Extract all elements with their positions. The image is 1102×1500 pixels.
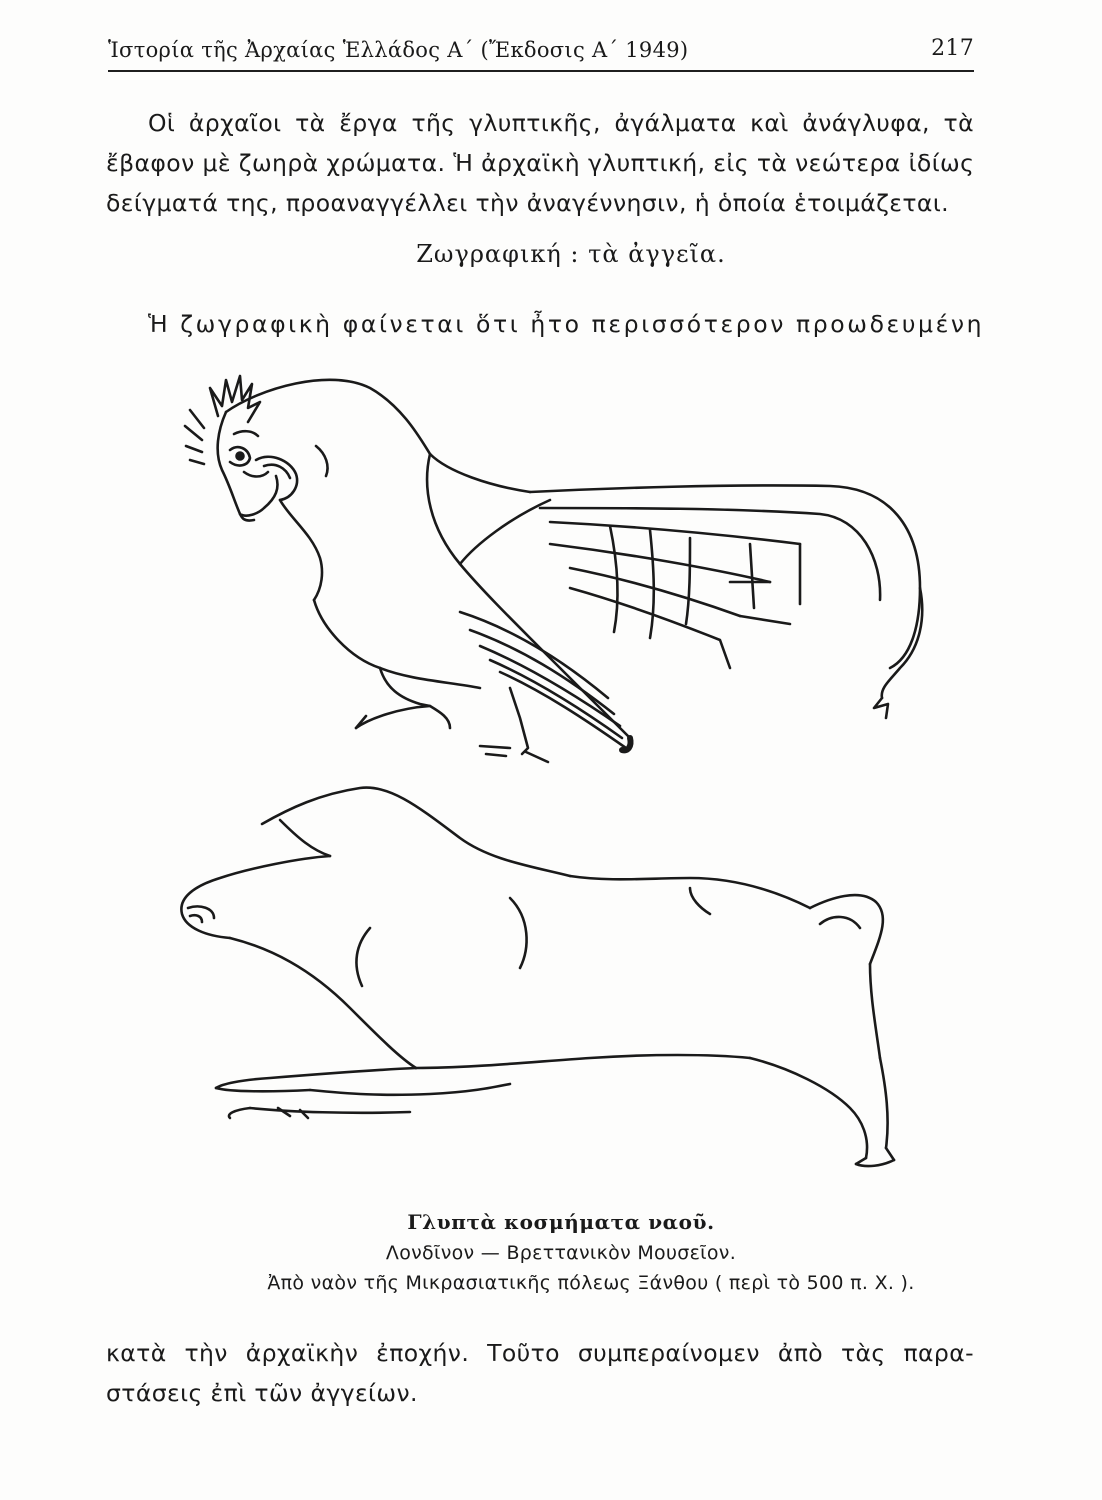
- page-number: 217: [931, 36, 974, 61]
- rooster-drawing: [185, 376, 922, 762]
- paragraph-line: στάσεις ἐπὶ τῶν ἀγγείων.: [106, 1379, 418, 1407]
- paragraph-line: Οἱ ἀρχαῖοι τὰ ἔργα τῆς γλυπτικῆς, ἀγάλματα καὶ ἀνάγλυφα, τὰ: [148, 109, 974, 137]
- paragraph-line: κατὰ τὴν ἀρχαϊκὴν ἐποχήν. Τοῦτο συμπεραίνομεν ἀπὸ τὰς παρα-: [106, 1339, 974, 1367]
- running-title: Ἱστορία τῆς Ἀρχαίας Ἑλλάδος Α΄ (Ἔκδοσις Α΄ 1949): [108, 38, 689, 62]
- figure-caption-location: Λονδῖνον — Βρεττανικὸν Μουσεῖον.: [385, 1242, 737, 1264]
- paragraph-line: ἔβαφον μὲ ζωηρὰ χρώματα. Ἡ ἀρχαϊκὴ γλυπτική, εἰς τὰ νεώτερα ἰδίως: [106, 149, 975, 177]
- figure-caption-source: Ἀπὸ ναὸν τῆς Μικρασιατικῆς πόλεως Ξάνθου ( περὶ τὸ 500 π. Χ. ).: [267, 1272, 915, 1294]
- paragraph-archaic-period: [106, 1333, 974, 1413]
- paragraph-line: δείγματά της, προαναγγέλλει τὴν ἀναγέννησιν, ἡ ὁποία ἑτοιμάζεται.: [106, 189, 950, 217]
- paragraph-line: Ἡ ζωγραφικὴ φαίνεται ὅτι ἦτο περισσότερον προωδευμένη: [148, 310, 985, 338]
- figure-temple-sculptures: [130, 368, 970, 1168]
- section-heading: Ζωγραφική : τὰ ἀγγεῖα.: [416, 240, 726, 268]
- figure-caption-title: Γλυπτὰ κοσμήματα ναοῦ.: [407, 1210, 715, 1234]
- boar-drawing: [181, 788, 894, 1167]
- paragraph-sculpture-colors: [106, 103, 974, 223]
- running-head: [108, 36, 974, 72]
- figure-drawing: [130, 368, 970, 1168]
- paragraph-painting-intro: [106, 304, 985, 344]
